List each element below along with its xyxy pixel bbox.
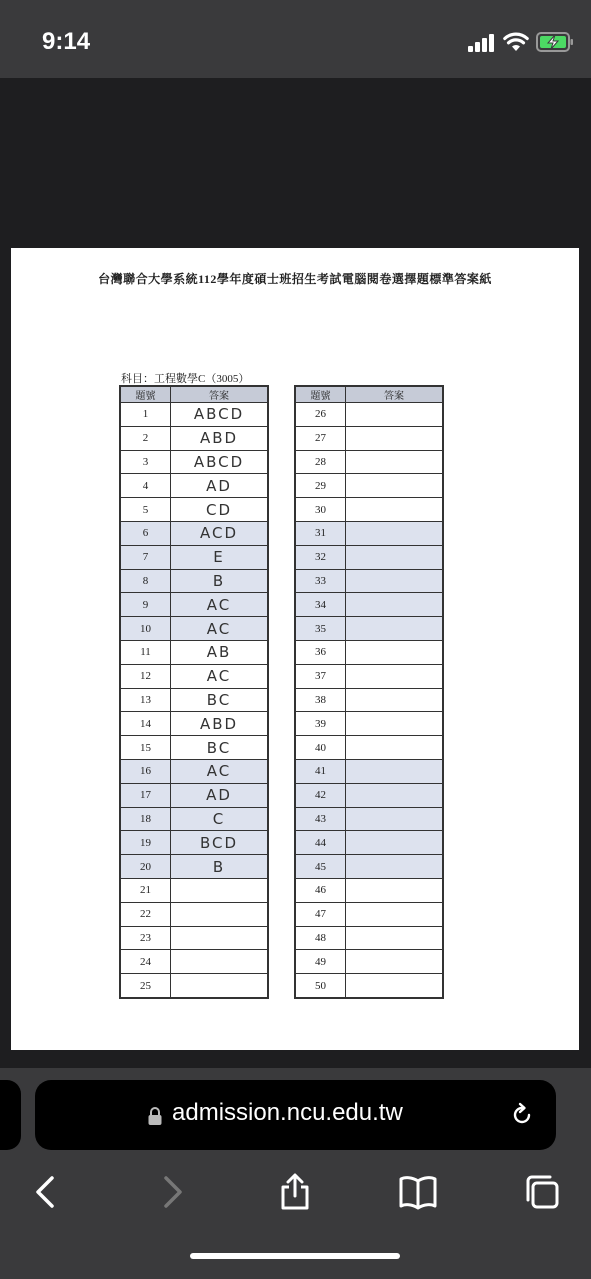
answer-cell: AC: [171, 759, 269, 783]
header-question-number: 題號: [120, 386, 171, 403]
table-row: [295, 617, 443, 641]
question-number: 24: [120, 950, 171, 974]
table-row: [295, 878, 443, 902]
answer-cell: ABD: [171, 426, 269, 450]
table-row: [295, 926, 443, 950]
table-row: [295, 426, 443, 450]
share-icon[interactable]: [275, 1172, 315, 1212]
answer-cell: AC: [171, 617, 269, 641]
question-number: 44: [295, 831, 346, 855]
answer-cell: [346, 688, 444, 712]
answer-cell: AB: [171, 640, 269, 664]
question-number: 47: [295, 902, 346, 926]
table-row: [295, 474, 443, 498]
wifi-icon: [503, 31, 529, 53]
answer-cell: [346, 569, 444, 593]
chevron-right-icon[interactable]: [152, 1172, 192, 1212]
question-number: 28: [295, 450, 346, 474]
answer-cell: B: [171, 569, 269, 593]
answer-cell: AC: [171, 664, 269, 688]
table-row: [295, 712, 443, 736]
question-number: 30: [295, 498, 346, 522]
answer-cell: ABD: [171, 712, 269, 736]
question-number: 27: [295, 426, 346, 450]
answer-cell: [346, 664, 444, 688]
question-number: 39: [295, 712, 346, 736]
question-number: 41: [295, 759, 346, 783]
question-number: 25: [120, 974, 171, 998]
question-number: 6: [120, 521, 171, 545]
table-row: [120, 593, 268, 617]
answer-cell: [346, 474, 444, 498]
answer-cell: [346, 855, 444, 879]
table-row: [120, 569, 268, 593]
answer-cell: [346, 593, 444, 617]
question-number: 20: [120, 855, 171, 879]
table-row: [120, 831, 268, 855]
question-number: 15: [120, 736, 171, 760]
table-row: [295, 759, 443, 783]
answer-cell: [346, 974, 444, 998]
table-row: [120, 855, 268, 879]
status-time: 9:14: [42, 28, 91, 55]
table-row: [120, 783, 268, 807]
lock-icon: [147, 1106, 163, 1126]
table-row: [295, 688, 443, 712]
question-number: 45: [295, 855, 346, 879]
answer-sheet-page: [11, 248, 579, 1050]
table-row: [120, 759, 268, 783]
answer-cell: [346, 450, 444, 474]
table-row: [120, 426, 268, 450]
answer-cell: [346, 878, 444, 902]
answer-cell: [346, 545, 444, 569]
table-row: [120, 974, 268, 998]
answer-cell: [171, 878, 269, 902]
question-number: 32: [295, 545, 346, 569]
status-bar: [0, 0, 591, 78]
table-row: [120, 807, 268, 831]
browser-toolbar: [0, 1068, 591, 1279]
question-number: 3: [120, 450, 171, 474]
answer-table-left: [119, 385, 269, 999]
battery-charging-icon: [536, 32, 574, 52]
table-row: [295, 545, 443, 569]
table-row: [120, 736, 268, 760]
question-number: 2: [120, 426, 171, 450]
header-answer: 答案: [171, 386, 269, 403]
answer-cell: [346, 736, 444, 760]
question-number: 40: [295, 736, 346, 760]
table-row: [120, 878, 268, 902]
answer-cell: ABCD: [171, 450, 269, 474]
question-number: 26: [295, 403, 346, 427]
question-number: 38: [295, 688, 346, 712]
answer-cell: [171, 902, 269, 926]
address-bar[interactable]: [35, 1080, 556, 1150]
question-number: 21: [120, 878, 171, 902]
table-row: [295, 569, 443, 593]
answer-table-right: [294, 385, 444, 999]
question-number: 34: [295, 593, 346, 617]
question-number: 36: [295, 640, 346, 664]
answer-cell: CD: [171, 498, 269, 522]
answer-cell: [346, 498, 444, 522]
question-number: 14: [120, 712, 171, 736]
question-number: 12: [120, 664, 171, 688]
document-title: 台灣聯合大學系統112學年度碩士班招生考試電腦閱卷選擇題標準答案紙: [98, 272, 492, 286]
header-answer: 答案: [346, 386, 444, 403]
document-viewer[interactable]: [0, 78, 591, 1068]
answer-cell: AD: [171, 783, 269, 807]
question-number: 43: [295, 807, 346, 831]
question-number: 1: [120, 403, 171, 427]
answer-cell: [171, 926, 269, 950]
table-row: [295, 807, 443, 831]
question-number: 8: [120, 569, 171, 593]
answer-cell: [346, 926, 444, 950]
answer-cell: E: [171, 545, 269, 569]
table-row: [120, 474, 268, 498]
answer-cell: [346, 759, 444, 783]
table-row: [295, 664, 443, 688]
table-row: [295, 783, 443, 807]
question-number: 42: [295, 783, 346, 807]
table-row: [120, 450, 268, 474]
table-row: [120, 545, 268, 569]
table-row: [120, 521, 268, 545]
question-number: 17: [120, 783, 171, 807]
table-row: [295, 974, 443, 998]
question-number: 33: [295, 569, 346, 593]
home-indicator[interactable]: [190, 1253, 400, 1259]
question-number: 5: [120, 498, 171, 522]
answer-cell: [346, 426, 444, 450]
question-number: 18: [120, 807, 171, 831]
answer-cell: [346, 521, 444, 545]
answer-cell: ACD: [171, 521, 269, 545]
answer-cell: [346, 403, 444, 427]
question-number: 13: [120, 688, 171, 712]
question-number: 4: [120, 474, 171, 498]
question-number: 35: [295, 617, 346, 641]
answer-cell: [346, 712, 444, 736]
answer-cell: C: [171, 807, 269, 831]
table-row: [295, 450, 443, 474]
table-row: [120, 712, 268, 736]
table-row: [295, 521, 443, 545]
answer-cell: [346, 807, 444, 831]
answer-cell: AC: [171, 593, 269, 617]
table-row: [295, 593, 443, 617]
reload-icon[interactable]: [509, 1102, 535, 1128]
header-question-number: 題號: [295, 386, 346, 403]
table-row: [120, 926, 268, 950]
answer-cell: ABCD: [171, 403, 269, 427]
question-number: 31: [295, 521, 346, 545]
answer-cell: AD: [171, 474, 269, 498]
table-row: [120, 403, 268, 427]
answer-cell: [346, 950, 444, 974]
answer-cell: [346, 617, 444, 641]
answer-cell: [346, 783, 444, 807]
answer-cell: [171, 950, 269, 974]
table-row: [120, 664, 268, 688]
answer-cell: [346, 831, 444, 855]
previous-tab-preview[interactable]: [0, 1080, 21, 1150]
table-row: [295, 855, 443, 879]
answer-cell: B: [171, 855, 269, 879]
answer-cell: [346, 640, 444, 664]
table-row: [295, 950, 443, 974]
question-number: 46: [295, 878, 346, 902]
question-number: 48: [295, 926, 346, 950]
table-row: [120, 617, 268, 641]
answer-cell: BC: [171, 736, 269, 760]
question-number: 19: [120, 831, 171, 855]
question-number: 11: [120, 640, 171, 664]
answer-cell: [171, 974, 269, 998]
answer-cell: BC: [171, 688, 269, 712]
question-number: 16: [120, 759, 171, 783]
table-row: [295, 403, 443, 427]
question-number: 49: [295, 950, 346, 974]
answer-cell: BCD: [171, 831, 269, 855]
book-icon[interactable]: [398, 1172, 438, 1212]
question-number: 50: [295, 974, 346, 998]
table-row: [295, 831, 443, 855]
chevron-left-icon[interactable]: [26, 1172, 66, 1212]
question-number: 37: [295, 664, 346, 688]
tabs-icon[interactable]: [522, 1172, 562, 1212]
question-number: 23: [120, 926, 171, 950]
question-number: 22: [120, 902, 171, 926]
table-row: [120, 688, 268, 712]
answer-cell: [346, 902, 444, 926]
table-row: [295, 640, 443, 664]
cellular-signal-icon: [468, 34, 496, 52]
table-row: [295, 736, 443, 760]
subject-label: 科目：工程數學C（3005）: [121, 373, 250, 385]
question-number: 29: [295, 474, 346, 498]
table-row: [120, 950, 268, 974]
table-row: [120, 640, 268, 664]
question-number: 10: [120, 617, 171, 641]
table-row: [120, 902, 268, 926]
question-number: 7: [120, 545, 171, 569]
table-row: [295, 902, 443, 926]
question-number: 9: [120, 593, 171, 617]
table-row: [120, 498, 268, 522]
url-text[interactable]: admission.ncu.edu.tw: [172, 1099, 403, 1126]
table-row: [295, 498, 443, 522]
